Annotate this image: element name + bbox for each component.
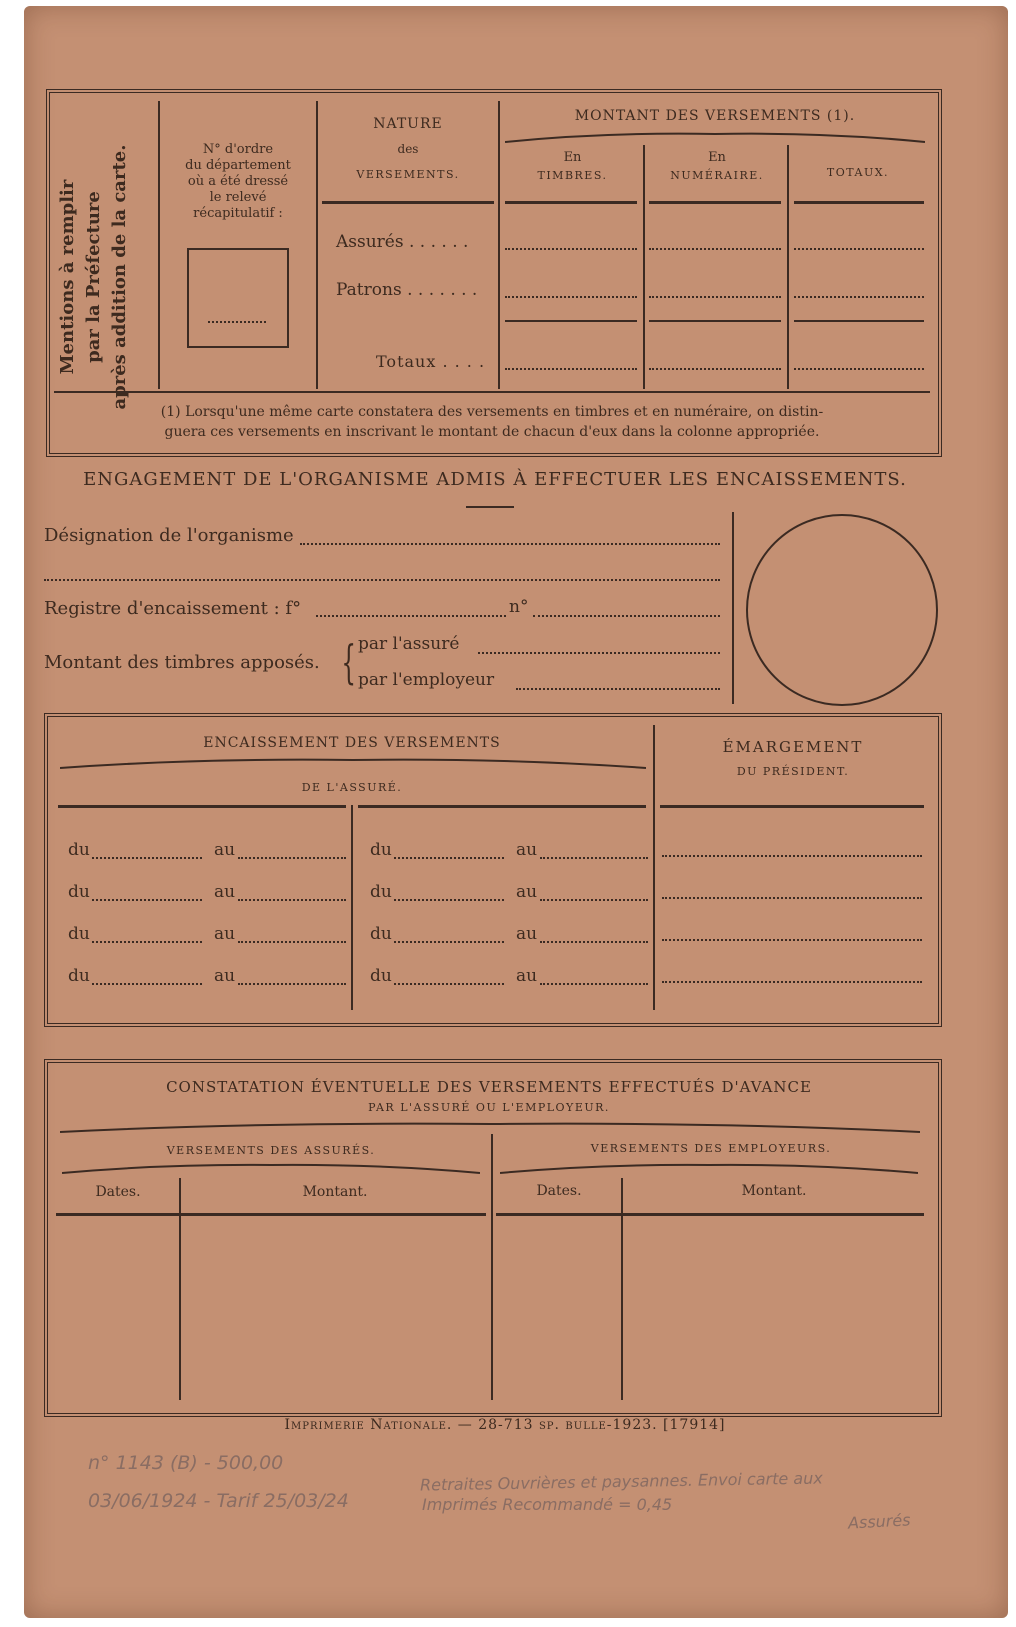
divider (653, 725, 655, 1010)
cell-dots (794, 248, 924, 250)
order-label-5: récapitulatif : (193, 206, 283, 221)
imprint: Imprimerie Nationale. — 28-713 sp. bulle-1923. [17914] (284, 1417, 726, 1433)
emargement-dots (662, 981, 922, 983)
encaissement-subtitle: DE L'ASSURÉ. (301, 781, 403, 794)
avance-brace (60, 1118, 920, 1136)
avance-title: CONSTATATION ÉVENTUELLE DES VERSEMENTS EFFECTUÉS D'AVANCE (166, 1078, 812, 1096)
du-label: du (68, 840, 90, 860)
row-label-assures: Assurés . . . . . . (336, 232, 469, 252)
col-numeraire (648, 150, 786, 182)
emargement-title: ÉMARGEMENT (722, 738, 864, 756)
emargement-dots (662, 897, 922, 899)
totaux-text: Totaux (376, 352, 437, 371)
au-label: au (516, 882, 538, 902)
stamp-divider (732, 512, 734, 704)
assures-text: Assurés (336, 232, 404, 252)
handwritten-note-3: Retraites Ouvrières et paysannes. Envoi carte aux (419, 1468, 823, 1495)
au-label: au (516, 966, 538, 986)
stamp-circle (746, 514, 938, 706)
order-number-box (187, 248, 289, 348)
au-dots (238, 899, 346, 901)
assures-brace (62, 1160, 480, 1176)
enc-header-rule (58, 805, 346, 808)
montant-title: MONTANT DES VERSEMENTS (1). (574, 108, 856, 124)
divider (316, 101, 318, 389)
au-dots (540, 899, 648, 901)
emargement-dots (662, 855, 922, 857)
du-dots (92, 941, 202, 943)
order-label-1: N° d'ordre (202, 142, 274, 157)
cell-dots (649, 368, 781, 370)
cell-dots (794, 368, 924, 370)
au-dots (238, 941, 346, 943)
montant-assures-label: Montant. (302, 1184, 368, 1200)
order-label (168, 142, 308, 222)
handwritten-note-2: 03/06/1924 - Tarif 25/03/24 (88, 1490, 349, 1512)
du-dots (92, 857, 202, 859)
encaissement-brace (60, 754, 646, 772)
assures-header: VERSEMENTS DES ASSURÉS. (166, 1144, 376, 1157)
montant-brace: { (341, 635, 356, 689)
montant-brace (505, 128, 925, 146)
au-dots (238, 983, 346, 985)
dates-assures-label: Dates. (95, 1184, 141, 1200)
registre-dots (316, 615, 506, 617)
au-label: au (214, 882, 236, 902)
designation-label: Désignation de l'organisme (44, 525, 294, 546)
cell-dots (505, 368, 637, 370)
montant-employeurs-label: Montant. (741, 1183, 807, 1199)
nature-underline (322, 201, 494, 204)
employeurs-header: VERSEMENTS DES EMPLOYEURS. (590, 1142, 832, 1155)
divider (158, 101, 160, 389)
vertical-line-3: après addition de la carte. (109, 144, 130, 410)
cell-dots (649, 296, 781, 298)
col-numeraire-2: NUMÉRAIRE. (670, 169, 764, 182)
du-label: du (370, 966, 392, 986)
engagement-title: ENGAGEMENT DE L'ORGANISME ADMIS À EFFECTUER LES ENCAISSEMENTS. (83, 469, 907, 490)
au-dots (540, 941, 648, 943)
footnote-line-2: guera ces versements en inscrivant le montant de chacun d'eux dans la colonne appropriée. (164, 424, 820, 440)
cell-line (505, 320, 637, 322)
cell-dots (505, 248, 637, 250)
footnote-divider (54, 391, 930, 393)
designation-dots-2 (44, 579, 720, 581)
au-label: au (214, 966, 236, 986)
col-timbres-2: TIMBRES. (537, 169, 608, 182)
du-dots (92, 899, 202, 901)
employeurs-brace (500, 1160, 918, 1176)
avance-header-rule (496, 1213, 924, 1216)
col-underline (649, 201, 781, 204)
emargement-subtitle: DU PRÉSIDENT. (736, 765, 850, 778)
row-label-patrons: Patrons . . . . . . . (336, 280, 478, 300)
avance-subtitle: PAR L'ASSURÉ OU L'EMPLOYEUR. (368, 1101, 610, 1114)
du-label: du (68, 966, 90, 986)
divider (643, 145, 645, 389)
divider (621, 1178, 623, 1400)
du-dots (394, 983, 504, 985)
du-label: du (370, 882, 392, 902)
col-underline (794, 201, 924, 204)
encaissement-title: ENCAISSEMENT DES VERSEMENTS (203, 735, 501, 751)
order-number-dots (208, 321, 266, 323)
divider (498, 101, 500, 389)
du-dots (92, 983, 202, 985)
par-employeur-label: par l'employeur (358, 670, 495, 690)
du-dots (394, 899, 504, 901)
col-timbres (505, 150, 640, 182)
cell-dots (505, 296, 637, 298)
title-rule (466, 506, 514, 508)
par-employeur-dots (516, 688, 720, 690)
vertical-line-1: Mentions à remplir (57, 179, 78, 375)
enc-header-rule (358, 805, 646, 808)
du-label: du (68, 882, 90, 902)
du-dots (394, 941, 504, 943)
order-label-4: le relevé (209, 190, 267, 205)
du-label: du (370, 840, 392, 860)
divider (491, 1134, 493, 1400)
enc-header-rule (660, 805, 924, 808)
du-label: du (68, 924, 90, 944)
col-numeraire-1: En (708, 150, 726, 165)
cell-line (794, 320, 924, 322)
avance-header-rule (56, 1213, 486, 1216)
emargement-dots (662, 939, 922, 941)
par-assure-dots (478, 652, 720, 654)
dates-employeurs-label: Dates. (536, 1183, 582, 1199)
divider (179, 1178, 181, 1400)
col-underline (505, 201, 637, 204)
numero-label: n° (509, 597, 529, 617)
col-totaux: TOTAUX. (826, 166, 890, 179)
cell-line (649, 320, 781, 322)
nature-des: des (397, 142, 419, 156)
cell-dots (794, 296, 924, 298)
au-label: au (516, 924, 538, 944)
handwritten-note-5: Assurés (847, 1510, 911, 1533)
divider (351, 805, 353, 1010)
divider (787, 145, 789, 389)
handwritten-note-4: Imprimés Recommandé = 0,45 (422, 1495, 673, 1514)
prefecture-vertical-text (55, 127, 145, 427)
du-label: du (370, 924, 392, 944)
au-dots (238, 857, 346, 859)
row-label-totaux: Totaux . . . . (376, 352, 486, 371)
vertical-line-2: par la Préfecture (83, 191, 104, 363)
du-dots (394, 857, 504, 859)
order-label-2: du département (185, 158, 291, 173)
nature-versements: VERSEMENTS. (356, 168, 460, 181)
numero-dots (533, 615, 720, 617)
footnote (60, 402, 924, 442)
nature-title: NATURE (373, 116, 443, 132)
au-dots (540, 857, 648, 859)
par-assure-label: par l'assuré (358, 634, 460, 654)
montant-timbres-label: Montant des timbres apposés. (44, 652, 320, 673)
cell-dots (649, 248, 781, 250)
au-label: au (214, 924, 236, 944)
footnote-line-1: (1) Lorsqu'une même carte constatera des versements en timbres et en numéraire, on distin- (160, 404, 824, 420)
order-label-3: où a été dressé (187, 174, 289, 189)
registre-label: Registre d'encaissement : f° (44, 598, 302, 619)
au-dots (540, 983, 648, 985)
au-label: au (516, 840, 538, 860)
col-timbres-1: En (563, 150, 582, 165)
handwritten-note-1: n° 1143 (B) - 500,00 (88, 1452, 284, 1474)
patrons-text: Patrons (336, 280, 402, 300)
designation-dots (300, 543, 720, 545)
au-label: au (214, 840, 236, 860)
